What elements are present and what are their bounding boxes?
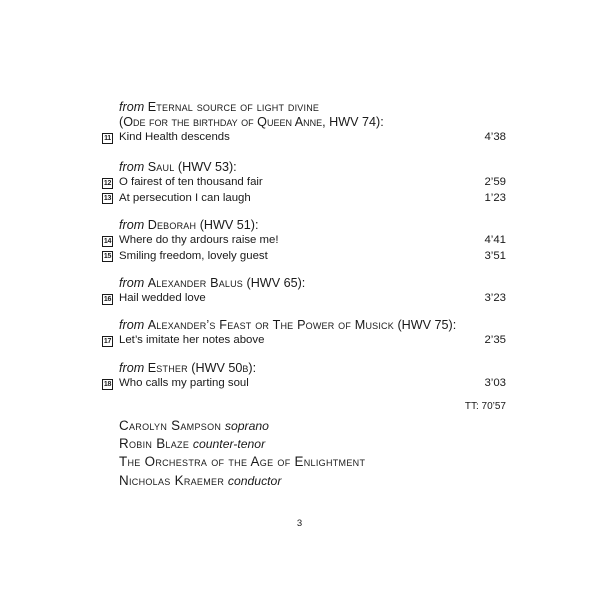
track-title: Who calls my parting soul: [119, 377, 249, 389]
work-heading: [102, 218, 506, 233]
track-duration: 2’59: [484, 176, 506, 188]
track-row: [102, 291, 506, 307]
performer-name: Carolyn Sampson: [119, 418, 222, 433]
track-title: Where do thy ardours raise me!: [119, 234, 279, 246]
track-title: O fairest of ten thousand fair: [119, 176, 263, 188]
track-row: [102, 130, 506, 146]
track-number-badge: 17: [103, 337, 112, 345]
track-row: [102, 333, 506, 349]
credit-line: [119, 472, 365, 490]
work-heading: [102, 318, 506, 333]
ensemble-name: The Orchestra of the Age of Enlightment: [119, 454, 366, 470]
track-duration: 3’23: [484, 292, 506, 304]
track-title: Smiling freedom, lovely guest: [119, 249, 268, 262]
track-number-badge: 13: [103, 195, 112, 202]
work-section: [102, 218, 506, 264]
work-section: [102, 361, 506, 392]
track-row: [102, 249, 506, 265]
work-section: [102, 318, 506, 349]
track-title: Hail wedded love: [119, 292, 206, 304]
from-label: from: [119, 276, 145, 290]
credit-line: [119, 417, 365, 435]
credit-line: [119, 435, 365, 453]
track-number-badge: 14: [103, 237, 112, 245]
track-row: [102, 233, 506, 249]
from-label: from: [119, 361, 145, 375]
work-section: [102, 100, 506, 146]
performer-name: Robin Blaze: [119, 436, 190, 452]
work-heading: [102, 100, 506, 115]
work-heading: [102, 276, 506, 291]
track-title: Let’s imitate her notes above: [119, 334, 265, 346]
from-label: from: [119, 318, 145, 332]
performer-role: soprano: [224, 419, 269, 433]
credit-line: [119, 453, 365, 471]
catalog-number: (HWV 75):: [397, 318, 457, 332]
performer-credits: [119, 417, 365, 490]
work-title: Eternal source of light divine: [147, 100, 320, 114]
track-row: [102, 175, 506, 191]
track-row: [102, 191, 506, 207]
catalog-number: (HWV 51):: [199, 218, 259, 232]
work-heading: [102, 361, 506, 376]
performer-role: counter-tenor: [192, 437, 266, 452]
track-row: [102, 376, 506, 392]
track-number-badge: 15: [103, 253, 112, 260]
track-number-badge: 11: [102, 133, 113, 144]
catalog-number: (HWV 65):: [246, 276, 306, 290]
total-time: TT: 70’57: [464, 401, 506, 412]
track-duration: 1’23: [484, 191, 506, 204]
from-label: from: [119, 160, 145, 174]
work-title: Esther: [147, 361, 188, 375]
catalog-number: (HWV 53):: [177, 160, 237, 174]
work-title: Saul: [147, 160, 175, 174]
work-title: Deborah: [147, 218, 197, 232]
work-section: [102, 160, 506, 206]
track-duration: 3’03: [484, 377, 506, 389]
from-label: from: [119, 218, 145, 232]
work-section: [102, 276, 506, 307]
track-title: At persecution I can laugh: [119, 191, 251, 204]
work-heading: [102, 160, 506, 175]
track-duration: 4’41: [484, 234, 506, 246]
track-duration: 4’38: [484, 131, 506, 143]
track-number-badge: 18: [103, 380, 112, 388]
work-subtitle: (Ode for the birthday of Queen Anne, HWV 74):: [119, 115, 384, 129]
track-title: Kind Health descends: [119, 131, 230, 143]
catalog-number: (HWV 50b):: [191, 361, 257, 375]
work-title: Alexander’s Feast or The Power of Musick: [147, 318, 394, 332]
page-number: 3: [296, 518, 303, 529]
work-title: Alexander Balus: [147, 276, 244, 290]
performer-role: conductor: [227, 473, 282, 488]
performer-name: Nicholas Kraemer: [119, 472, 225, 488]
from-label: from: [119, 100, 145, 114]
track-number-badge: 16: [103, 295, 112, 303]
track-duration: 3’51: [484, 249, 506, 262]
track-duration: 2’35: [484, 334, 506, 346]
track-number-badge: 12: [103, 179, 112, 187]
